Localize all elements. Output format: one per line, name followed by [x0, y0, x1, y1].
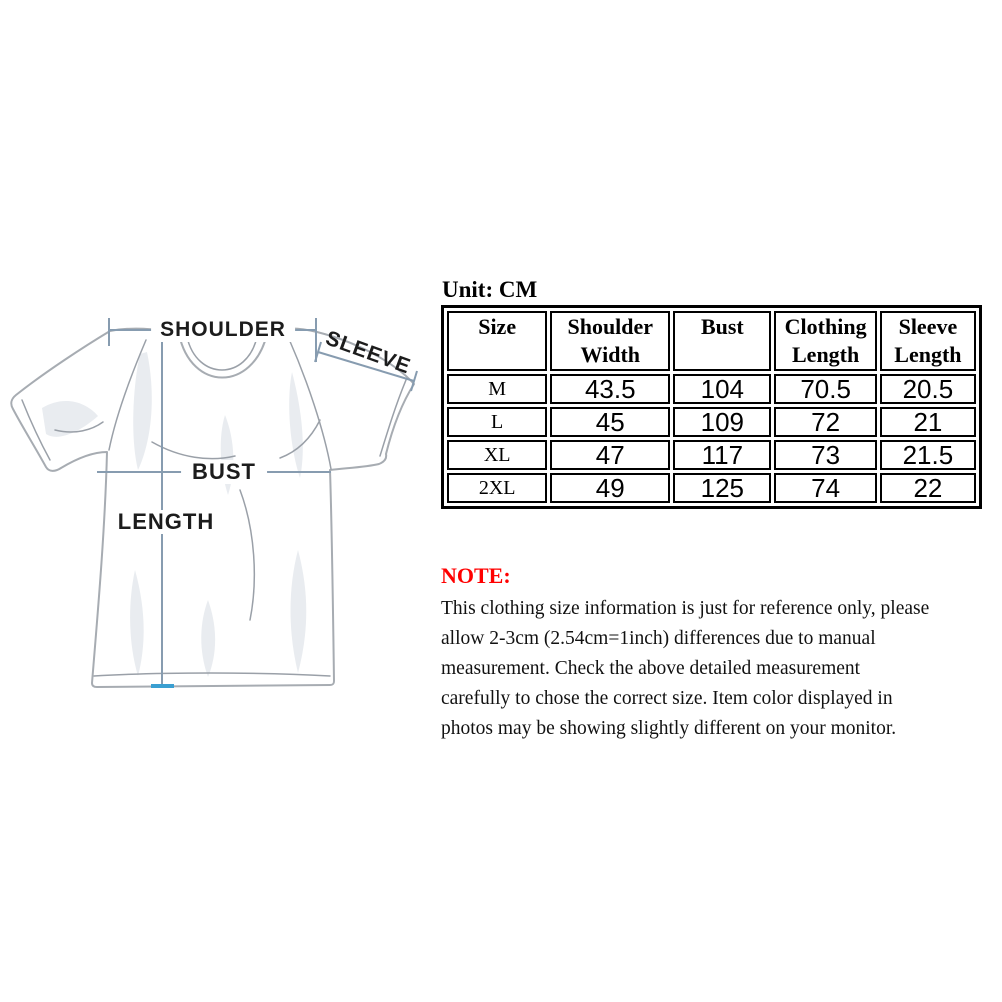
column-header: Shoulder Width	[550, 311, 670, 371]
column-header: Bust	[673, 311, 771, 371]
measurement-value-cell: 43.5	[550, 374, 670, 404]
measurement-value-cell: 109	[673, 407, 771, 437]
sleeve-label: SLEEVE	[322, 326, 414, 379]
measurement-value-cell: 74	[774, 473, 876, 503]
measurement-value-cell: 72	[774, 407, 876, 437]
size-name-cell: XL	[447, 440, 547, 470]
note-line: carefully to chose the correct size. Item color displayed in	[441, 688, 893, 709]
bust-label: BUST	[181, 460, 267, 484]
note-line: photos may be showing slightly different on your monitor.	[441, 718, 897, 739]
shoulder-label: SHOULDER	[151, 318, 295, 342]
measurement-value-cell: 73	[774, 440, 876, 470]
tshirt-measurement-diagram	[0, 280, 450, 715]
note-section	[441, 561, 996, 744]
size-name-cell: 2XL	[447, 473, 547, 503]
size-row	[447, 473, 976, 503]
size-table	[441, 305, 982, 509]
size-row	[447, 374, 976, 404]
measurement-value-cell: 70.5	[774, 374, 876, 404]
size-name-cell: M	[447, 374, 547, 404]
size-name-cell: L	[447, 407, 547, 437]
measurement-value-cell: 49	[550, 473, 670, 503]
measurement-value-cell: 21	[880, 407, 976, 437]
measurement-value-cell: 21.5	[880, 440, 976, 470]
measurement-value-cell: 117	[673, 440, 771, 470]
column-header: Clothing Length	[774, 311, 876, 371]
measurement-value-cell: 22	[880, 473, 976, 503]
column-header: Size	[447, 311, 547, 371]
note-line: allow 2-3cm (2.54cm=1inch) differences due to manual	[441, 628, 876, 649]
measurement-value-cell: 45	[550, 407, 670, 437]
measurement-value-cell: 20.5	[880, 374, 976, 404]
size-row	[447, 440, 976, 470]
unit-label: Unit: CM	[442, 277, 538, 302]
length-label: LENGTH	[109, 510, 223, 534]
note-body	[441, 594, 996, 744]
note-line: measurement. Check the above detailed measurement	[441, 658, 861, 679]
measurement-value-cell: 47	[550, 440, 670, 470]
measurement-value-cell: 104	[673, 374, 771, 404]
size-row	[447, 407, 976, 437]
note-line: This clothing size information is just for reference only, please	[441, 598, 930, 619]
column-header: Sleeve Length	[880, 311, 976, 371]
measurement-value-cell: 125	[673, 473, 771, 503]
note-title: NOTE:	[441, 563, 511, 588]
size-table-header-row	[447, 311, 976, 371]
